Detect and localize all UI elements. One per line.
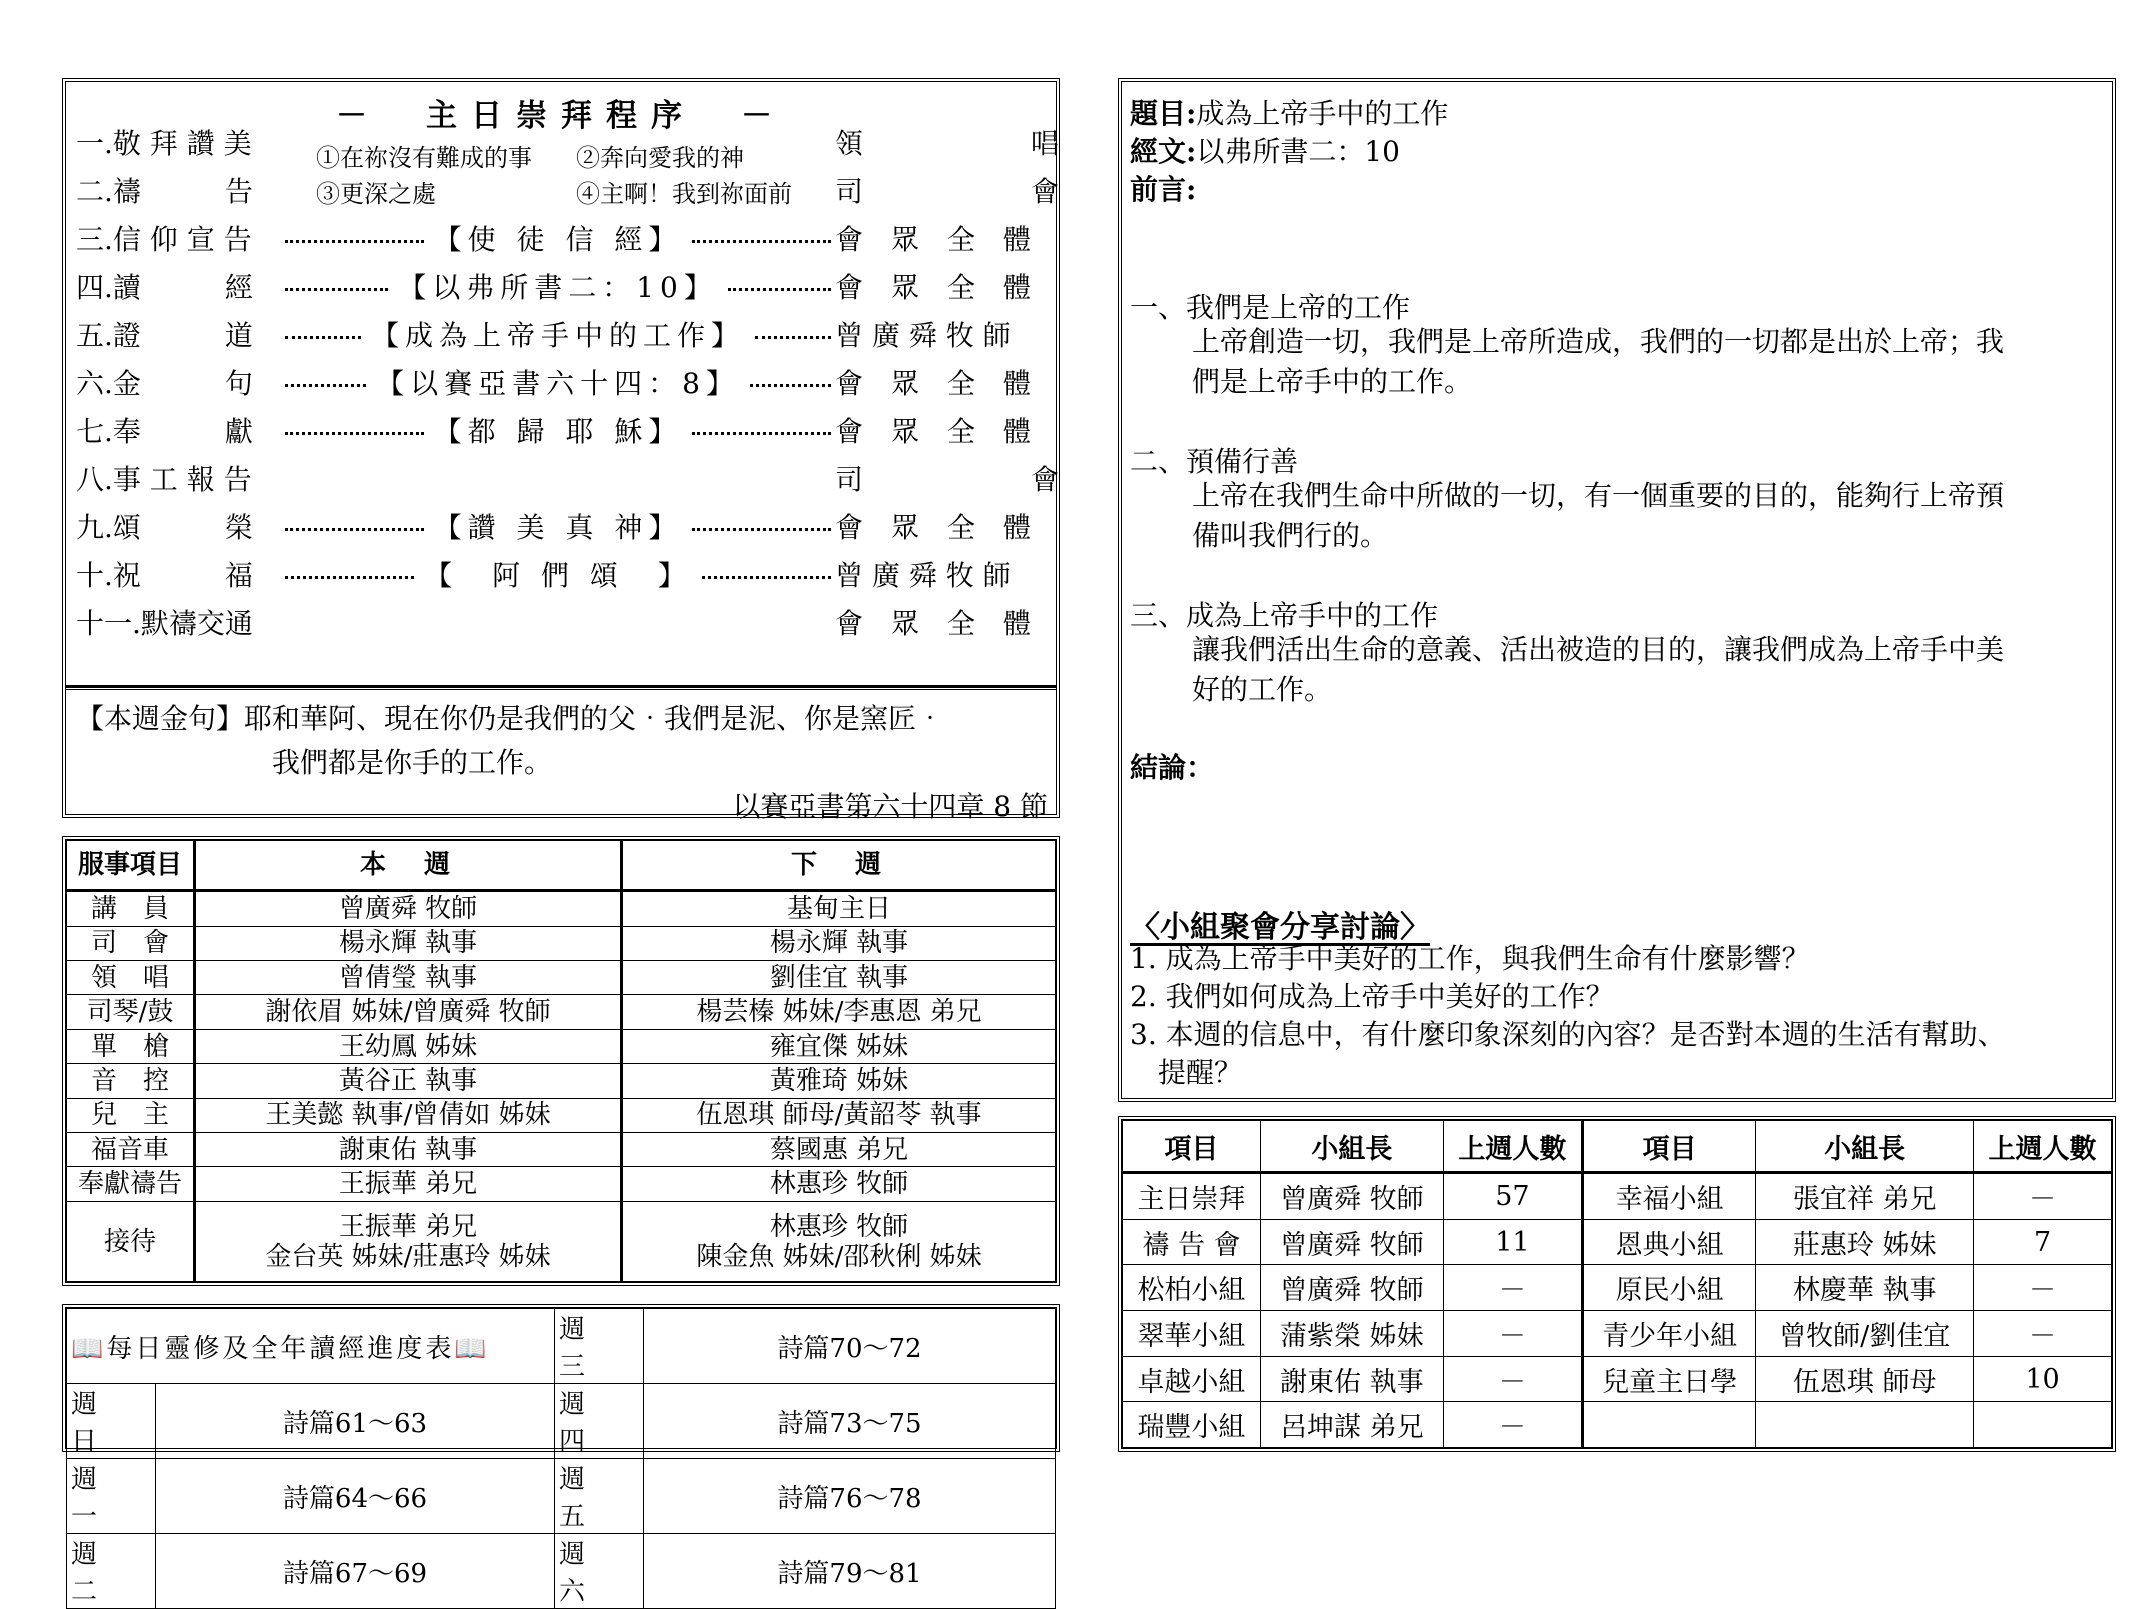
order-item-number: 十一. [76,607,141,640]
order-item-title: 【以弗所書二：10】 [398,271,718,304]
group-leader: 曾牧師/劉佳宜 [1756,1311,1974,1357]
group-name: 恩典小組 [1582,1219,1755,1265]
order-item-middle [281,266,835,306]
topic-label: 題目: [1130,97,1197,130]
group-leader: 蒲紫榮 姊妹 [1260,1311,1443,1357]
order-item-middle [281,506,835,546]
this-week-servant: 曾廣舜 牧師 [195,891,622,927]
group-header: 上週人數 [1974,1121,2112,1173]
service-item: 講 員 [67,891,195,927]
verse-divider [66,685,1056,688]
table-row [67,1202,1056,1282]
point-1-body [1192,322,2102,402]
attendance: 57 [1443,1173,1582,1220]
point-1-heading: 一、我們是上帝的工作 [1130,291,1411,324]
table-row [1123,1219,2112,1265]
question-1: 1. 成為上帝手中美好的工作，與我們生命有什麼影響？ [1130,942,1810,975]
question-3: 3. 本週的信息中，有什麼印象深刻的內容？是否對本週的生活有幫助、 [1130,1018,2006,1051]
order-row [76,504,1050,548]
day-label: 週 六 [555,1534,644,1609]
verse-line-1: 耶和華阿、現在你仍是我們的父‧我們是泥、你是窯匠‧ [244,702,945,735]
reception-next-1: 林惠珍 牧師 [769,1211,909,1242]
sermon-intro [1130,168,1196,208]
order-item-number: 一. [76,127,113,160]
attendance: － [1443,1311,1582,1357]
sermon-outline-panel [1118,78,2116,1102]
day-label: 週 二 [67,1534,156,1609]
reception-this-1: 王振華 弟兄 [338,1211,478,1242]
order-item-label [76,410,281,450]
order-item-leader: 會 眾 全 體 [835,367,1032,400]
order-item-name: 證 道 [112,319,253,352]
leader-dots [692,240,831,243]
order-item-label [76,554,281,594]
next-week-servant: 楊芸榛 姊妹/李惠恩 弟兄 [622,995,1056,1029]
order-item-name: 禱 告 [112,175,253,208]
leader-dots [285,240,424,243]
order-item-middle [281,189,835,192]
service-roster-panel [62,836,1060,1286]
this-week-servant: 謝東佑 執事 [195,1133,622,1167]
attendance: － [1974,1173,2112,1220]
point-3-line-1: 讓我們活出生命的意義、活出被造的目的，讓我們成為上帝手中美 [1192,633,2005,666]
this-week-servant [195,1202,622,1282]
service-item: 奉獻禱告 [67,1167,195,1202]
group-header: 小組長 [1756,1121,1974,1173]
group-name: 幸福小組 [1582,1173,1755,1220]
order-item-name: 奉 獻 [112,415,253,448]
order-item-middle [281,554,835,594]
order-item-leader: 會 眾 全 體 [835,607,1032,640]
point-3-body [1192,630,2102,710]
table-row [1123,1265,2112,1311]
group-name: 禱 告 會 [1123,1219,1261,1265]
group-name: 主日崇拜 [1123,1173,1261,1220]
day-label: 週 日 [67,1384,156,1459]
table-row [1123,1173,2112,1220]
day-label: 週 五 [555,1459,644,1534]
group-header: 項目 [1582,1121,1755,1173]
header-this-week: 本 週 [195,841,622,891]
order-item-leader: 曾 廣 舜 牧 師 [835,559,1011,592]
group-header: 上週人數 [1443,1121,1582,1173]
order-row [76,264,1050,308]
reading-text: 詩篇64～66 [156,1459,555,1534]
order-item-middle [281,621,835,624]
order-item-title: 【 阿 們 頌 】 [424,559,692,592]
worship-order-title: － 主日崇拜程序 － [336,98,786,134]
leader-dots [285,576,414,579]
order-item-leader: 會 眾 全 體 [835,511,1032,544]
group-attendance-table [1122,1120,2112,1448]
discussion-questions [1130,940,2102,1092]
hymn-2: ②奔向愛我的神 [576,144,744,172]
reception-next-2: 陳金魚 姊妹/邵秋俐 姊妹 [696,1241,982,1272]
order-item-name: 敬 拜 讚 美 [112,127,252,160]
group-name: 卓越小組 [1123,1356,1261,1402]
table-row [67,1133,1056,1167]
order-item-leader: 會 眾 全 體 [835,415,1032,448]
order-item-leader: 曾 廣 舜 牧 師 [835,319,1011,352]
order-item-title: 【都 歸 耶 穌】 [433,415,683,448]
topic-text: 成為上帝手中的工作 [1196,97,1449,130]
leader-dots [285,288,388,291]
order-item-label [76,506,281,546]
attendance: － [1443,1356,1582,1402]
this-week-servant: 王幼鳳 姊妹 [195,1029,622,1063]
next-week-servant: 蔡國惠 弟兄 [622,1133,1056,1167]
reading-schedule-panel [62,1304,1060,1607]
order-item-number: 七. [76,415,113,448]
verse-label: 【本週金句】 [76,702,245,735]
order-item-label [76,362,281,402]
order-item-leader: 會 眾 全 體 [835,271,1032,304]
order-item-leader: 司 會 [835,175,1060,208]
discussion-title: 〈小組聚會分享討論〉 [1130,910,1430,945]
leader-dots [285,432,424,435]
group-leader: 曾廣舜 牧師 [1260,1219,1443,1265]
next-week-servant: 林惠珍 牧師 [622,1167,1056,1202]
order-item-leader: 會 眾 全 體 [835,223,1032,256]
leader-dots [285,528,424,531]
table-row [67,995,1056,1029]
leader-dots [702,576,831,579]
group-leader: 曾廣舜 牧師 [1260,1173,1443,1220]
order-item-leader: 領 唱 [835,127,1060,160]
point-2-line-1: 上帝在我們生命中所做的一切，有一個重要的目的，能夠行上帝預 [1192,479,2005,512]
order-item-number: 八. [76,463,113,496]
table-row [67,1098,1056,1132]
order-row [76,216,1050,260]
order-item-title: 【成為上帝手中的工作】 [371,319,746,352]
service-item: 單 槍 [67,1029,195,1063]
leader-dots [728,288,831,291]
order-item-number: 九. [76,511,113,544]
attendance: 7 [1974,1219,2112,1265]
group-attendance-panel [1118,1116,2116,1452]
order-item-label [76,122,281,162]
this-week-servant: 曾倩瑩 執事 [195,960,622,994]
conclusion-label: 結論： [1130,751,1215,784]
day-label: 週 三 [555,1309,644,1384]
order-item-name: 祝 福 [112,559,253,592]
question-3-cont: 提醒？ [1130,1056,1243,1089]
order-item-title: 【讚 美 真 神】 [433,511,683,544]
point-3-heading: 三、成為上帝手中的工作 [1130,599,1439,632]
order-row [76,312,1050,356]
service-item: 領 唱 [67,960,195,994]
hymn-4: ④主啊！我到祢面前 [576,180,792,208]
this-week-servant: 謝依眉 姊妹/曾廣舜 牧師 [195,995,622,1029]
group-leader: 曾廣舜 牧師 [1260,1265,1443,1311]
order-item-name: 金 句 [112,367,253,400]
order-item-middle [281,314,835,354]
table-row [67,960,1056,994]
point-2-heading: 二、預備行善 [1130,445,1299,478]
group-name: 青少年小組 [1582,1311,1755,1357]
point-2-body [1192,476,2102,556]
service-item: 接待 [67,1202,195,1282]
point-1-line-2: 們是上帝手中的工作。 [1192,365,1473,398]
group-name: 原民小組 [1582,1265,1755,1311]
group-leader: 張宜祥 弟兄 [1756,1173,1974,1220]
group-leader: 伍恩琪 師母 [1756,1356,1974,1402]
order-item-label [76,458,281,498]
reception-this-2: 金台英 姊妹/莊惠玲 姊妹 [265,1241,551,1272]
header-item: 服事項目 [67,841,195,891]
service-item: 音 控 [67,1064,195,1098]
order-item-name: 默禱交通 [140,607,253,640]
group-header: 項目 [1123,1121,1261,1173]
verse-reference: 以賽亞書第六十四章 8 節 [732,790,1048,823]
order-item-middle [281,477,835,480]
this-week-servant: 黃谷正 執事 [195,1064,622,1098]
group-leader: 林慶華 執事 [1756,1265,1974,1311]
next-week-servant: 黃雅琦 姊妹 [622,1064,1056,1098]
table-row [67,1167,1056,1202]
order-item-number: 六. [76,367,113,400]
this-week-servant: 王振華 弟兄 [195,1167,622,1202]
group-name [1582,1402,1755,1448]
group-leader [1756,1402,1974,1448]
header-next-week: 下 週 [622,841,1056,891]
reading-schedule-title: 📖每日靈修及全年讀經進度表📖 [67,1309,555,1384]
group-name: 翠華小組 [1123,1311,1261,1357]
service-item: 兒 主 [67,1098,195,1132]
service-item: 司 會 [67,926,195,960]
hymn-1: ①在祢沒有難成的事 [316,144,532,172]
next-week-servant [622,1202,1056,1282]
service-item: 福音車 [67,1133,195,1167]
order-item-number: 十. [76,559,113,592]
reading-text: 詩篇76～78 [644,1459,1056,1534]
table-row [1123,1402,2112,1448]
order-row [76,120,1060,164]
next-week-servant: 劉佳宜 執事 [622,960,1056,994]
day-label: 週 四 [555,1384,644,1459]
this-week-servant: 王美懿 執事/曾倩如 姊妹 [195,1098,622,1132]
weekly-verse [76,697,1048,829]
leader-dots [285,336,361,339]
attendance: － [1443,1402,1582,1448]
attendance: － [1443,1265,1582,1311]
question-2: 2. 我們如何成為上帝手中美好的工作？ [1130,980,1614,1013]
reading-text: 詩篇67～69 [156,1534,555,1609]
leader-dots [285,384,366,387]
table-row [67,891,1056,927]
next-week-servant: 雍宜傑 姊妹 [622,1029,1056,1063]
group-leader: 莊惠玲 姊妹 [1756,1219,1974,1265]
order-item-middle [281,218,835,258]
order-item-name: 讀 經 [112,271,253,304]
attendance: － [1974,1311,2112,1357]
order-item-label [76,602,281,642]
service-roster-table [66,840,1056,1282]
leader-dots [692,528,831,531]
attendance [1974,1402,2112,1448]
point-3-line-2: 好的工作。 [1192,673,1333,706]
this-week-servant: 楊永輝 執事 [195,926,622,960]
leader-dots [692,432,831,435]
scripture-text: 以弗所書二：10 [1196,135,1400,168]
order-item-number: 二. [76,175,113,208]
order-row [76,456,1060,500]
scripture-label: 經文: [1130,135,1197,168]
table-row [67,926,1056,960]
order-row [76,360,1050,404]
order-item-label [76,266,281,306]
group-name: 松柏小組 [1123,1265,1261,1311]
attendance: － [1974,1265,2112,1311]
sermon-topic [1130,92,1448,132]
order-item-title: 【使 徒 信 經】 [433,223,683,256]
order-item-middle [281,410,835,450]
sermon-scripture [1130,130,1400,170]
order-item-label [76,218,281,258]
order-item-number: 五. [76,319,113,352]
order-item-name: 信 仰 宣 告 [112,223,252,256]
order-row [76,168,1060,212]
leader-dots [755,336,831,339]
conclusion [1130,746,1214,786]
order-item-title: 【以賽亞書六十四：8】 [376,367,740,400]
point-1-line-1: 上帝創造一切，我們是上帝所造成，我們的一切都是出於上帝；我 [1192,325,2005,358]
order-row [76,408,1050,452]
order-item-name: 頌 榮 [112,511,253,544]
group-name: 兒童主日學 [1582,1356,1755,1402]
order-item-label [76,314,281,354]
verse-line-2: 我們都是你手的工作。 [272,746,553,779]
order-item-middle [281,362,835,402]
order-item-name: 事 工 報 告 [112,463,252,496]
day-label: 週 一 [67,1459,156,1534]
verse-divider-thin [66,689,1056,690]
group-leader: 呂坤謀 弟兄 [1260,1402,1443,1448]
reading-text: 詩篇73～75 [644,1384,1056,1459]
order-row [76,552,1050,596]
attendance: 10 [1974,1356,2112,1402]
group-header: 小組長 [1260,1121,1443,1173]
table-row [67,1064,1056,1098]
table-row [1123,1356,2112,1402]
group-leader: 謝東佑 執事 [1260,1356,1443,1402]
order-item-leader: 司 會 [835,463,1060,496]
reading-text: 詩篇70～72 [644,1309,1056,1384]
order-row [76,600,1050,644]
reading-schedule-table [66,1308,1056,1609]
next-week-servant: 楊永輝 執事 [622,926,1056,960]
table-row [67,1029,1056,1063]
hymn-3: ③更深之處 [316,180,436,208]
group-name: 瑞豐小組 [1123,1402,1261,1448]
leader-dots [750,384,831,387]
attendance: 11 [1443,1219,1582,1265]
service-item: 司琴/鼓 [67,995,195,1029]
next-week-servant: 基甸主日 [622,891,1056,927]
reading-text: 詩篇79～81 [644,1534,1056,1609]
reading-text: 詩篇61～63 [156,1384,555,1459]
worship-order-panel [62,78,1060,823]
order-item-number: 四. [76,271,113,304]
intro-label: 前言: [1130,173,1197,206]
order-item-label [76,170,281,210]
table-row [1123,1311,2112,1357]
next-week-servant: 伍恩琪 師母/黃韶苓 執事 [622,1098,1056,1132]
order-item-number: 三. [76,223,113,256]
point-2-line-2: 備叫我們行的。 [1192,519,1389,552]
